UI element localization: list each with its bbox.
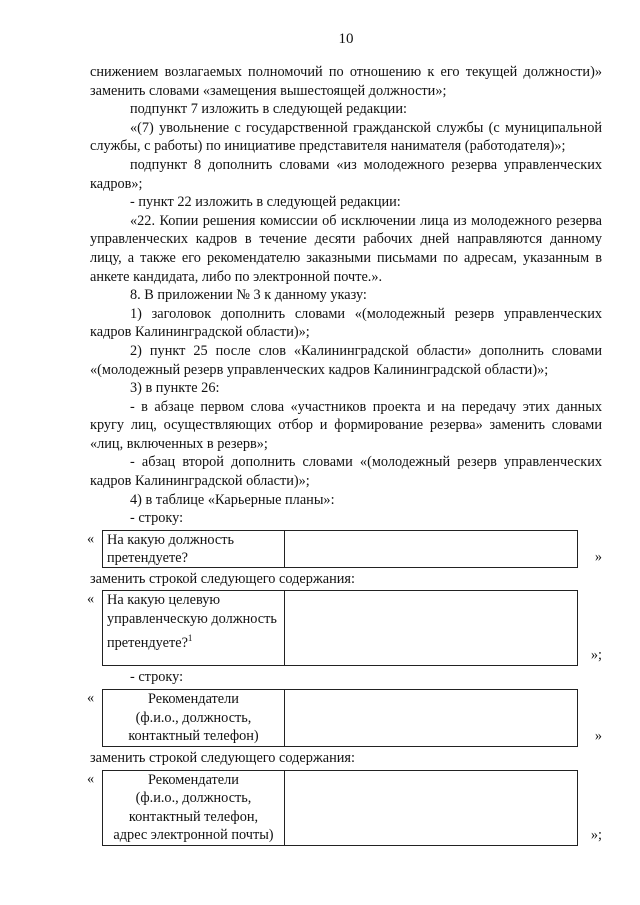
table-cell: На какую целевую управленческую должность претендуете?$^1$ <box>103 591 285 665</box>
open-quote: « <box>87 530 95 547</box>
paragraph: - в абзаце первом слова «участников проекта и на передачу этих данных кругу лиц, осуществляющих отбор и формирование резерва» заменить словами «лиц, включенных в резерв»; <box>90 398 602 452</box>
footnote-mark: 1 <box>187 632 193 643</box>
table-cells <box>102 530 578 568</box>
table-cells <box>102 689 578 747</box>
paragraph: подпункт 8 дополнить словами «из молодежного резерва управленческих кадров»; <box>90 156 602 192</box>
paragraph: «22. Копии решения комиссии об исключении лица из молодежного резерва управленческих кадров в течение десяти рабочих дней направляются данному лицу, а также его рекомендателю заказными письмами по адресам, указанным в анкете кандидата, либо по электронной почте.». <box>90 212 602 285</box>
table-cell-empty <box>285 531 577 567</box>
paragraph: - абзац второй дополнить словами «(молодежный резерв управленческих кадров Калининградской области)»; <box>90 454 602 490</box>
paragraph: снижением возлагаемых полномочий по отношению к его текущей должности)» заменить словами «замещения вышестоящей должности»; <box>90 64 602 99</box>
paragraph: 2) пункт 25 после слов «Калининградской области» дополнить словами «(молодежный резерв управленческих кадров Калининградской области)»; <box>90 342 602 378</box>
page-number: 10 <box>338 31 354 47</box>
open-quote: « <box>87 591 95 608</box>
paragraph: - пункт 22 изложить в следующей редакции: <box>130 194 401 211</box>
table-cells <box>102 770 578 846</box>
table-row <box>87 770 602 846</box>
close-quote: »; <box>590 647 602 664</box>
table-row <box>87 530 602 568</box>
table-cell: Рекомендатели (ф.и.о., должность, контактный телефон, адрес электронной почты) <box>103 771 285 845</box>
paragraph: 4) в таблице «Карьерные планы»: <box>130 491 335 508</box>
close-quote: » <box>594 728 602 745</box>
replace-label: заменить строкой следующего содержания: <box>90 750 355 767</box>
table-cell: Рекомендатели (ф.и.о., должность, контактный телефон) <box>103 690 285 746</box>
table-cell-empty <box>285 690 577 746</box>
paragraph: 1) заголовок дополнить словами «(молодежный резерв управленческих кадров Калининградской области)»; <box>90 305 602 341</box>
document-body <box>87 63 602 848</box>
paragraph: «(7) увольнение с государственной гражданской службы (с муниципальной службы, с работы) по инициативе представителя нанимателя (работодателя)»; <box>90 119 602 155</box>
close-quote: »; <box>590 826 602 843</box>
table-cell-empty <box>285 771 577 845</box>
close-quote: » <box>594 548 602 565</box>
open-quote: « <box>87 690 95 707</box>
paragraph: 3) в пункте 26: <box>130 380 220 397</box>
paragraph: 8. В приложении № 3 к данному указу: <box>130 287 367 304</box>
document-page <box>87 0 602 905</box>
open-quote: « <box>87 770 95 787</box>
table-cell: На какую должность претендуете? <box>103 531 285 567</box>
table-cells <box>102 590 578 666</box>
paragraph: подпункт 7 изложить в следующей редакции: <box>130 101 407 118</box>
table-row <box>87 590 602 666</box>
table-cell-empty <box>285 591 577 665</box>
paragraph: - строку: <box>130 510 184 527</box>
paragraph: - строку: <box>130 669 184 686</box>
replace-label: заменить строкой следующего содержания: <box>90 570 355 587</box>
table-row <box>87 689 602 747</box>
